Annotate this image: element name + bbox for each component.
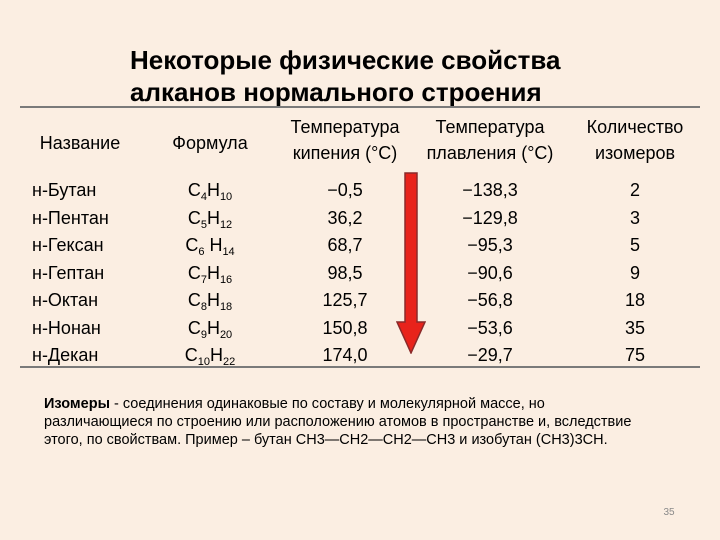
formula-cell: $C_{10}H_{22}$ — [184, 345, 236, 368]
name-cell: н-Гексан — [32, 235, 104, 255]
melting-cell: −129,8 — [462, 207, 518, 228]
formula-cell: $C_5H_{12}$ — [187, 207, 233, 231]
header-melting-line-1: Температура — [435, 117, 545, 137]
melting-cell: −53,6 — [467, 317, 513, 338]
header-boiling-line-2: кипения (°С) — [292, 143, 398, 163]
melting-cell: −56,8 — [467, 290, 513, 310]
melting-cell: −95,3 — [467, 235, 513, 255]
header-melting-line-2: плавления (°С) — [426, 143, 554, 163]
name-cell: н-Декан — [32, 345, 99, 365]
melting-cell: −90,6 — [467, 262, 513, 283]
name-cells — [20, 177, 140, 370]
slide-title — [130, 44, 650, 108]
header-name: Название — [39, 133, 121, 153]
isomers-cell: 35 — [624, 317, 646, 338]
formula-cell: $C_4H_{10}$ — [187, 180, 233, 203]
name-cell: н-Октан — [32, 290, 99, 310]
page-number: 35 — [663, 507, 675, 518]
melting-cell: −29,7 — [467, 345, 513, 365]
name-cell: н-Нонан — [32, 317, 101, 338]
header-isomers — [570, 114, 700, 166]
formula-cell: $C_6$ $H_{14}$ — [185, 235, 235, 258]
header-isomers-line-2: изомеров — [594, 143, 676, 163]
title-line-2: алканов нормального строения — [130, 77, 542, 107]
isomers-cell: 75 — [624, 345, 646, 365]
header-isomers-line-1: Количество — [586, 117, 684, 137]
isomers-cell: 2 — [629, 180, 640, 200]
definition-term: Изомеры — [44, 396, 110, 412]
isomers-cells — [570, 177, 700, 370]
isomers-cell: 5 — [629, 235, 640, 255]
boiling-cell: 150,8 — [322, 317, 368, 338]
formula-cell: $C_7H_{16}$ — [187, 262, 233, 286]
formula-cell: $C_8H_{18}$ — [187, 290, 233, 313]
title-line-1: Некоторые физические свойства — [130, 45, 561, 75]
formula-cell: $C_9H_{20}$ — [187, 317, 233, 341]
name-cell: н-Пентан — [32, 207, 109, 228]
header-formula: Формула — [172, 133, 248, 153]
isomer-definition — [44, 395, 644, 449]
definition-text: - соединения одинаковые по составу и молекулярной массе, но различающиеся по строению или расположению атомов в пространстве и, вследствие этого, по свойствам. Пример – бутан СН3—СН2—СН2—СН3 и изобутан (СН3)3СН. — [44, 396, 632, 448]
name-cell: н-Бутан — [32, 180, 97, 200]
isomers-cell: 18 — [624, 290, 646, 310]
melting-cell: −138,3 — [462, 180, 518, 200]
boiling-cell: 125,7 — [322, 290, 368, 310]
formula-cells — [140, 177, 280, 370]
boiling-cell: 36,2 — [327, 207, 363, 228]
header-melting — [415, 114, 565, 166]
boiling-cell: 98,5 — [327, 262, 363, 283]
arrow-down-icon — [396, 172, 426, 354]
isomers-cell: 3 — [629, 207, 640, 228]
name-cell: н-Гептан — [32, 262, 105, 283]
boiling-cell: −0,5 — [327, 180, 363, 200]
melting-cells — [415, 177, 565, 370]
header-boiling — [270, 114, 420, 166]
header-boiling-line-1: Температура — [290, 117, 400, 137]
boiling-cell: 68,7 — [327, 235, 363, 255]
boiling-cell: 174,0 — [322, 345, 368, 365]
isomers-cell: 9 — [629, 262, 640, 283]
